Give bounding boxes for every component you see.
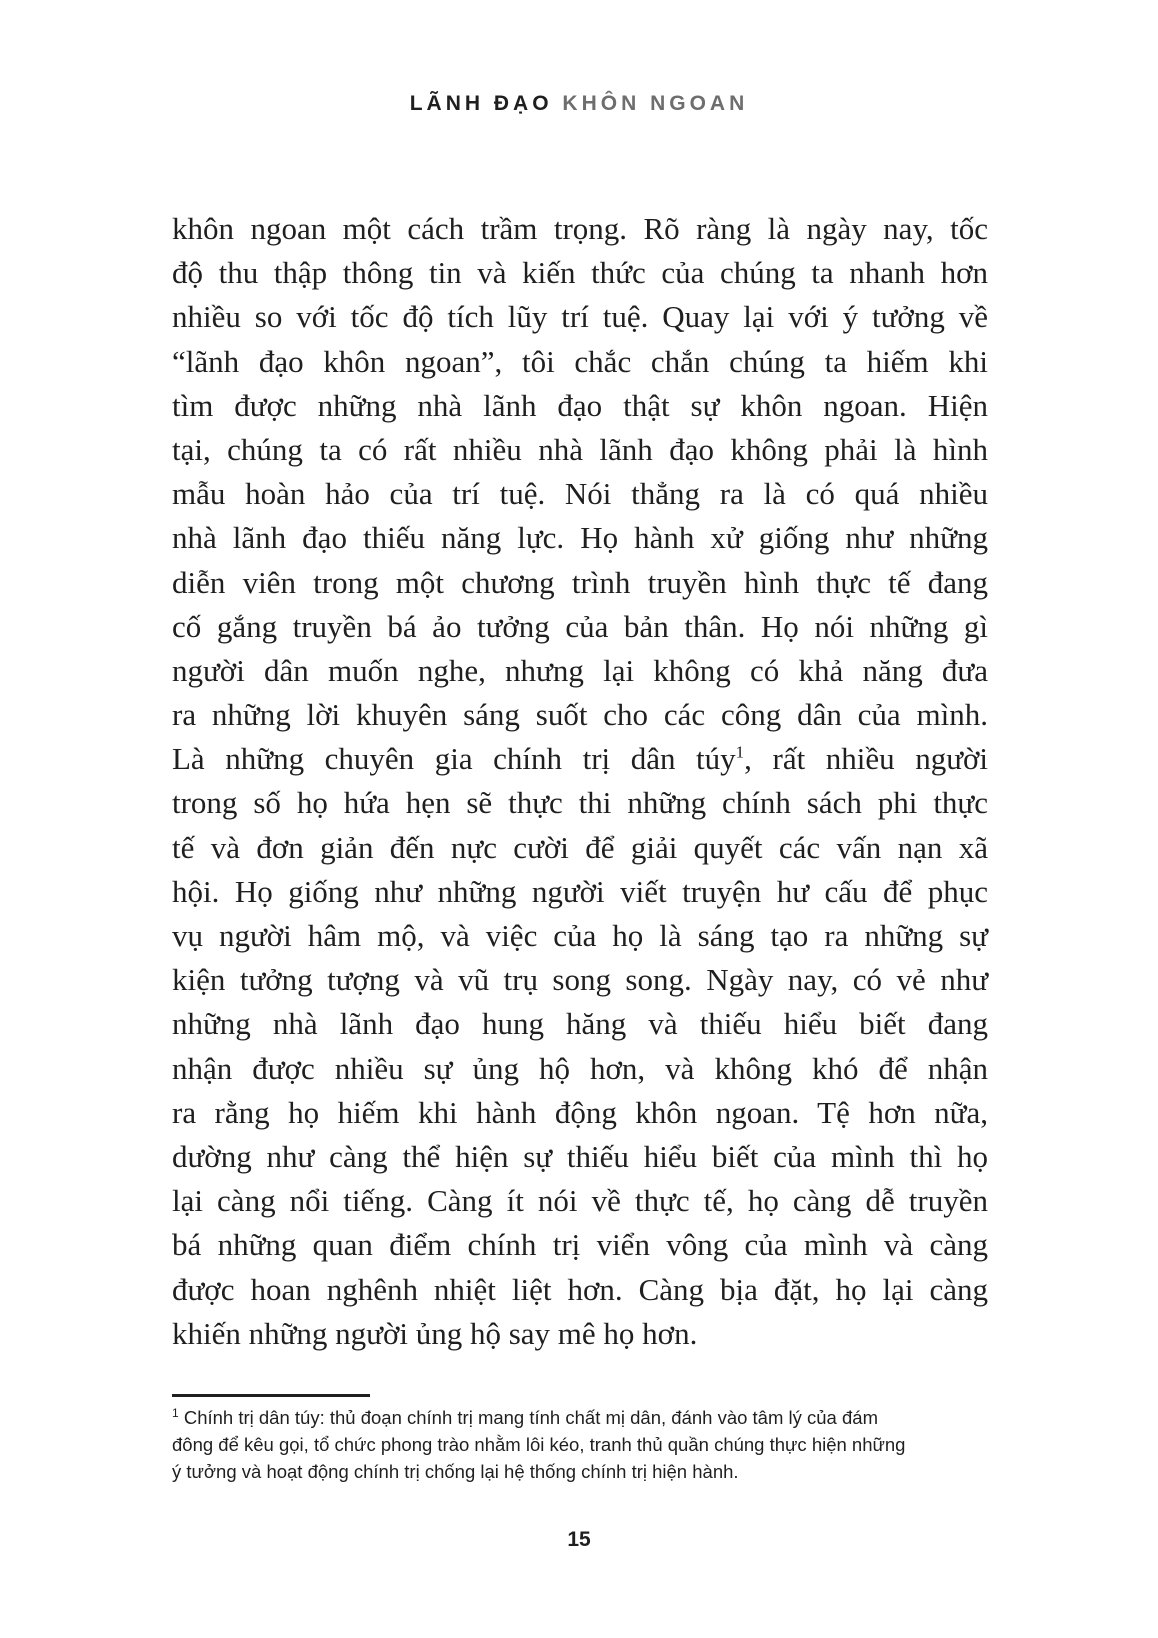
body-line-text: Là những chuyên gia chính trị dân túy xyxy=(172,741,736,777)
body-line-with-footnote-ref xyxy=(172,737,988,781)
body-line: diễn viên trong một chương trình truyền hình thực tế đang xyxy=(172,564,988,600)
footnote-marker: 1 xyxy=(172,1405,179,1420)
body-line: nhà lãnh đạo thiếu năng lực. Họ hành xử giống như những xyxy=(172,520,988,556)
page-number: 15 xyxy=(567,1528,591,1551)
body-line: “lãnh đạo khôn ngoan”, tôi chắc chắn chúng ta hiếm khi xyxy=(172,343,988,379)
body-line: khôn ngoan một cách trầm trọng. Rõ ràng là ngày nay, tốc xyxy=(172,211,988,246)
body-line: lại càng nổi tiếng. Càng ít nói về thực tế, họ càng dễ truyền xyxy=(172,1183,988,1219)
body-line: kiện tưởng tượng và vũ trụ song song. Ngày nay, có vẻ như xyxy=(172,962,988,998)
body-line: ra rằng họ hiếm khi hành động khôn ngoan. Tệ hơn nữa, xyxy=(172,1094,988,1130)
footnote-line xyxy=(172,1404,988,1431)
body-line: vụ người hâm mộ, và việc của họ là sáng tạo ra những sự xyxy=(172,918,988,953)
footnote xyxy=(172,1404,988,1485)
footnote-text: Chính trị dân túy: thủ đoạn chính trị mang tính chất mị dân, đánh vào tâm lý của đám xyxy=(178,1407,878,1428)
header-title-bold: LÃNH ĐẠO xyxy=(409,92,553,115)
body-line-last: khiến những người ủng hộ say mê họ hơn. xyxy=(172,1315,698,1351)
body-line-text: , rất nhiều người xyxy=(744,741,989,777)
header-title-light: KHÔN NGOAN xyxy=(562,92,749,115)
body-line: nhiều so với tốc độ tích lũy trí tuệ. Quay lại với ý tưởng về xyxy=(172,299,988,335)
body-line: tìm được những nhà lãnh đạo thật sự khôn ngoan. Hiện xyxy=(172,387,988,423)
body-line: được hoan nghênh nhiệt liệt hơn. Càng bịa đặt, họ lại càng xyxy=(172,1271,988,1307)
body-line: dường như càng thể hiện sự thiếu hiểu biết của mình thì họ xyxy=(172,1138,988,1174)
body-line: những nhà lãnh đạo hung hăng và thiếu hiểu biết đang xyxy=(172,1006,988,1042)
body-line: cố gắng truyền bá ảo tưởng của bản thân. Họ nói những gì xyxy=(172,608,988,644)
body-line: trong số họ hứa hẹn sẽ thực thi những chính sách phi thực xyxy=(172,785,988,821)
footnote-divider xyxy=(172,1394,370,1397)
body-line: người dân muốn nghe, nhưng lại không có khả năng đưa xyxy=(172,652,988,688)
running-header xyxy=(0,92,1158,116)
footnote-line: đông để kêu gọi, tổ chức phong trào nhằm lôi kéo, tranh thủ quần chúng thực hiện những xyxy=(172,1434,906,1455)
body-line: tế và đơn giản đến nực cười để giải quyết các vấn nạn xã xyxy=(172,829,988,865)
body-line: bá những quan điểm chính trị viển vông của mình và càng xyxy=(172,1227,988,1263)
footnote-reference: 1 xyxy=(735,742,745,762)
body-line: ra những lời khuyên sáng suốt cho các công dân của mình. xyxy=(172,697,988,733)
body-line: độ thu thập thông tin và kiến thức của chúng ta nhanh hơn xyxy=(172,255,988,291)
body-line: hội. Họ giống như những người viết truyện hư cấu để phục xyxy=(172,873,988,909)
footnote-line: ý tưởng và hoạt động chính trị chống lại hệ thống chính trị hiện hành. xyxy=(172,1461,739,1482)
body-line: mẫu hoàn hảo của trí tuệ. Nói thẳng ra là có quá nhiều xyxy=(172,476,988,512)
body-paragraph xyxy=(172,207,988,1356)
body-line: tại, chúng ta có rất nhiều nhà lãnh đạo không phải là hình xyxy=(172,431,988,467)
body-line: nhận được nhiều sự ủng hộ hơn, và không khó để nhận xyxy=(172,1050,988,1086)
